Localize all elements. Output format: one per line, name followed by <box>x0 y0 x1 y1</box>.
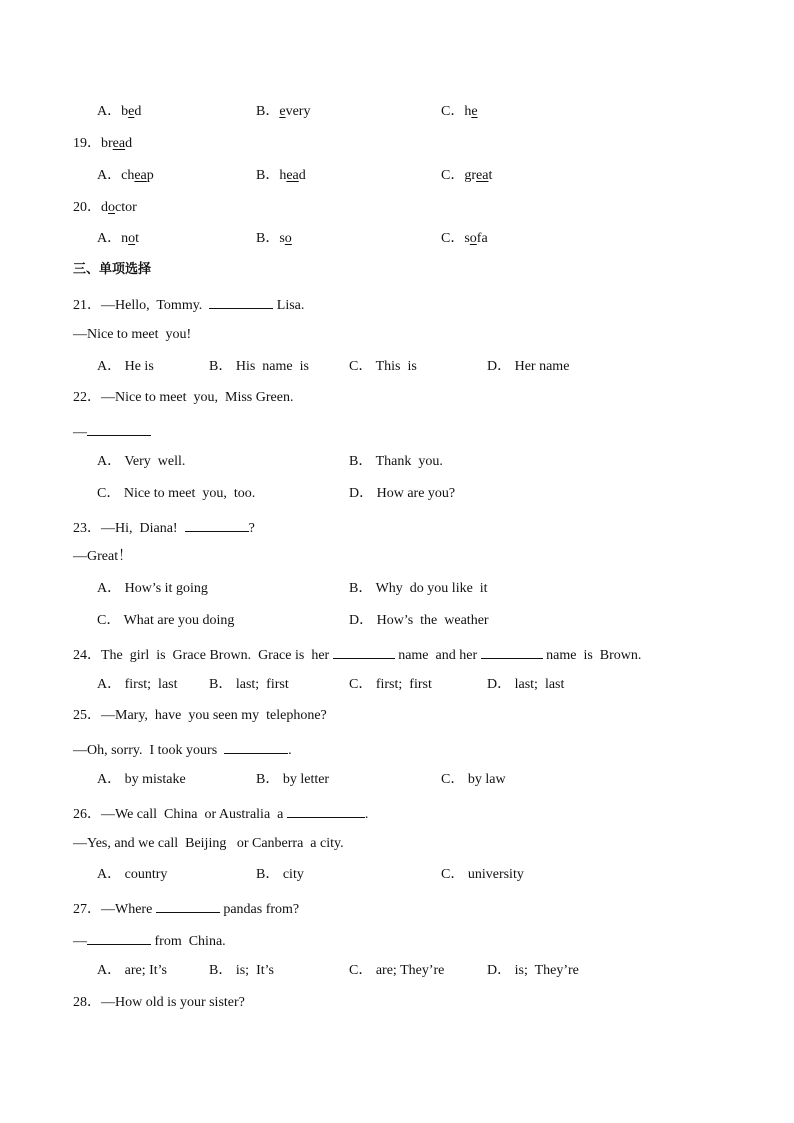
q26-option-c[interactable]: C． university <box>441 867 524 882</box>
q21-option-c[interactable]: C． This is <box>349 359 417 374</box>
q25-reply: —Oh, sorry. I took yours . <box>73 740 292 759</box>
q18-option-a: A．bed <box>97 104 142 119</box>
answer-blank[interactable] <box>224 740 288 754</box>
q21-option-a[interactable]: A． He is <box>97 359 154 374</box>
q18-option-c: C．he <box>441 104 478 119</box>
answer-blank[interactable] <box>481 645 543 659</box>
q27-option-c[interactable]: C． are; They’re <box>349 963 445 978</box>
q28-stem: 28．—How old is your sister? <box>73 995 245 1010</box>
q23-option-c[interactable]: C． What are you doing <box>97 613 235 628</box>
q25-option-a[interactable]: A． by mistake <box>97 772 186 787</box>
q19-option-b: B．head <box>256 168 306 183</box>
q24-option-c[interactable]: C． first; first <box>349 677 432 692</box>
q27-option-a[interactable]: A． are; It’s <box>97 963 167 978</box>
answer-blank[interactable] <box>156 899 220 913</box>
q22-option-d[interactable]: D． How are you? <box>349 486 456 501</box>
q26-stem: 26．—We call China or Australia a . <box>73 804 368 823</box>
q27-option-b[interactable]: B． is; It’s <box>209 963 274 978</box>
section-3-title: 三、单项选择 <box>73 262 152 277</box>
q19-stem: 19．bread <box>73 136 133 151</box>
q26-option-b[interactable]: B． city <box>256 867 304 882</box>
q23-option-a[interactable]: A． How’s it going <box>97 581 208 596</box>
q22-stem: 22．—Nice to meet you, Miss Green. <box>73 390 294 405</box>
q27-reply: — from China. <box>73 931 226 950</box>
q20-option-a: A．not <box>97 231 140 246</box>
q20-option-b: B．so <box>256 231 292 246</box>
q22-option-c[interactable]: C． Nice to meet you, too. <box>97 486 256 501</box>
answer-blank[interactable] <box>209 295 273 309</box>
q27-option-d[interactable]: D． is; They’re <box>487 963 579 978</box>
q22-option-b[interactable]: B． Thank you. <box>349 454 443 469</box>
q21-reply: —Nice to meet you! <box>73 327 192 342</box>
q22-option-a[interactable]: A． Very well. <box>97 454 186 469</box>
q24-option-a[interactable]: A． first; last <box>97 677 178 692</box>
q27-stem: 27．—Where pandas from? <box>73 899 299 918</box>
q23-option-b[interactable]: B． Why do you like it <box>349 581 488 596</box>
q26-option-a[interactable]: A． country <box>97 867 168 882</box>
q19-option-c: C．great <box>441 168 493 183</box>
q18-option-b: B．every <box>256 104 311 119</box>
q26-reply: —Yes, and we call Beijing or Canberra a city. <box>73 836 344 851</box>
answer-blank[interactable] <box>185 518 249 532</box>
q24-option-d[interactable]: D． last; last <box>487 677 565 692</box>
q20-option-c: C．sofa <box>441 231 488 246</box>
answer-blank[interactable] <box>333 645 395 659</box>
q20-stem: 20．doctor <box>73 200 137 215</box>
q21-stem: 21．—Hello, Tommy. Lisa. <box>73 295 304 314</box>
q21-option-d[interactable]: D． Her name <box>487 359 570 374</box>
q19-option-a: A．cheap <box>97 168 154 183</box>
q25-option-b[interactable]: B． by letter <box>256 772 330 787</box>
q25-option-c[interactable]: C． by law <box>441 772 506 787</box>
q23-reply: —Great！ <box>73 549 133 564</box>
q25-stem: 25．—Mary, have you seen my telephone? <box>73 708 327 723</box>
answer-blank[interactable] <box>87 422 151 436</box>
q24-stem: 24．The girl is Grace Brown. Grace is her name and her name is Brown. <box>73 645 641 664</box>
q23-stem: 23．—Hi, Diana! ? <box>73 518 255 537</box>
answer-blank[interactable] <box>87 931 151 945</box>
q23-option-d[interactable]: D． How’s the weather <box>349 613 489 628</box>
q22-reply: — <box>73 422 151 441</box>
q24-option-b[interactable]: B． last; first <box>209 677 289 692</box>
q21-option-b[interactable]: B． His name is <box>209 359 309 374</box>
answer-blank[interactable] <box>287 804 365 818</box>
